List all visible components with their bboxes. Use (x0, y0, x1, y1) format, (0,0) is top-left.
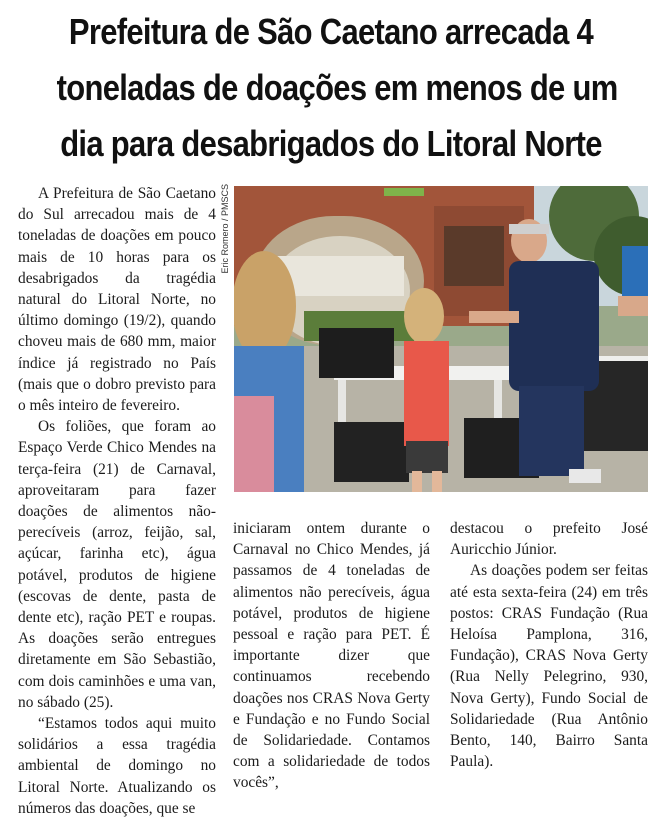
article-column-1 (18, 183, 216, 819)
paragraph-quote-attribution: destacou o prefeito José Auricchio Júnior. (450, 520, 648, 559)
headline-line-1: Prefeitura de São Caetano arrecada 4 (68, 11, 594, 52)
article-photo (234, 186, 648, 492)
paragraph-donations: Os foliões, que foram ao Espaço Verde Chico Mendes na terça-feira (21) de Carnaval, aproveitaram para fazer doações de alimentos não-perecíveis (arroz, feijão, sal, açúcar, farinha etc), água potável, produtos de higiene (escovas de dente, pasta de dente etc), ração PET e roupas. As doações serão entregues diretamente em São Sebastião, com dois caminhões e uma van, no sábado (25). (18, 418, 216, 711)
headline-line-3: dia para desabrigados do Litoral Norte (60, 123, 602, 164)
article-column-2 (233, 518, 430, 794)
photo-illustration (234, 186, 648, 492)
headline-line-2: toneladas de doações em menos de um (56, 67, 618, 108)
photo-credit: Eric Romero / PMSCS (220, 184, 230, 274)
article-headline (56, 4, 618, 172)
paragraph-donation-points: As doações podem ser feitas até esta sexta-feira (24) em três postos: CRAS Fundação (Rua Heloísa Pamplona, 316, Fundação), CRAS Nova Gerty (Rua Nelly Pelegrino, 930, Nova Gerty), Fundo Social de Solidariedade (Rua Antônio Bento, 140, Bairro Santa Paula). (450, 562, 648, 771)
paragraph-quote-start: “Estamos todos aqui muito solidários a essa tragédia ambiental de domingo no Litoral Norte. Atualizando os números das doações, que se (18, 715, 216, 817)
paragraph-quote-continued: iniciaram ontem durante o Carnaval no Chico Mendes, já passamos de 4 toneladas de alimentos não perecíveis, água potável, produtos de higiene pessoal e ração para PET. É importante dizer que continuamos recebendo doações nos CRAS Nova Gerty e Fundação e no Fundo Social de Solidariedade. Contamos com a solidariedade de todos vocês”, (233, 520, 430, 792)
article-column-3 (450, 518, 648, 772)
paragraph-intro: A Prefeitura de São Caetano do Sul arrecadou mais de 4 toneladas de doações em pouco mais de 10 horas para os desabrigados da tragédia natural do Litoral Norte, no último domingo (19/2), quando choveu mais de 680 mm, maior índice já registrado no País (mais que o dobro previsto para o mês inteiro de fevereiro. (18, 185, 216, 415)
